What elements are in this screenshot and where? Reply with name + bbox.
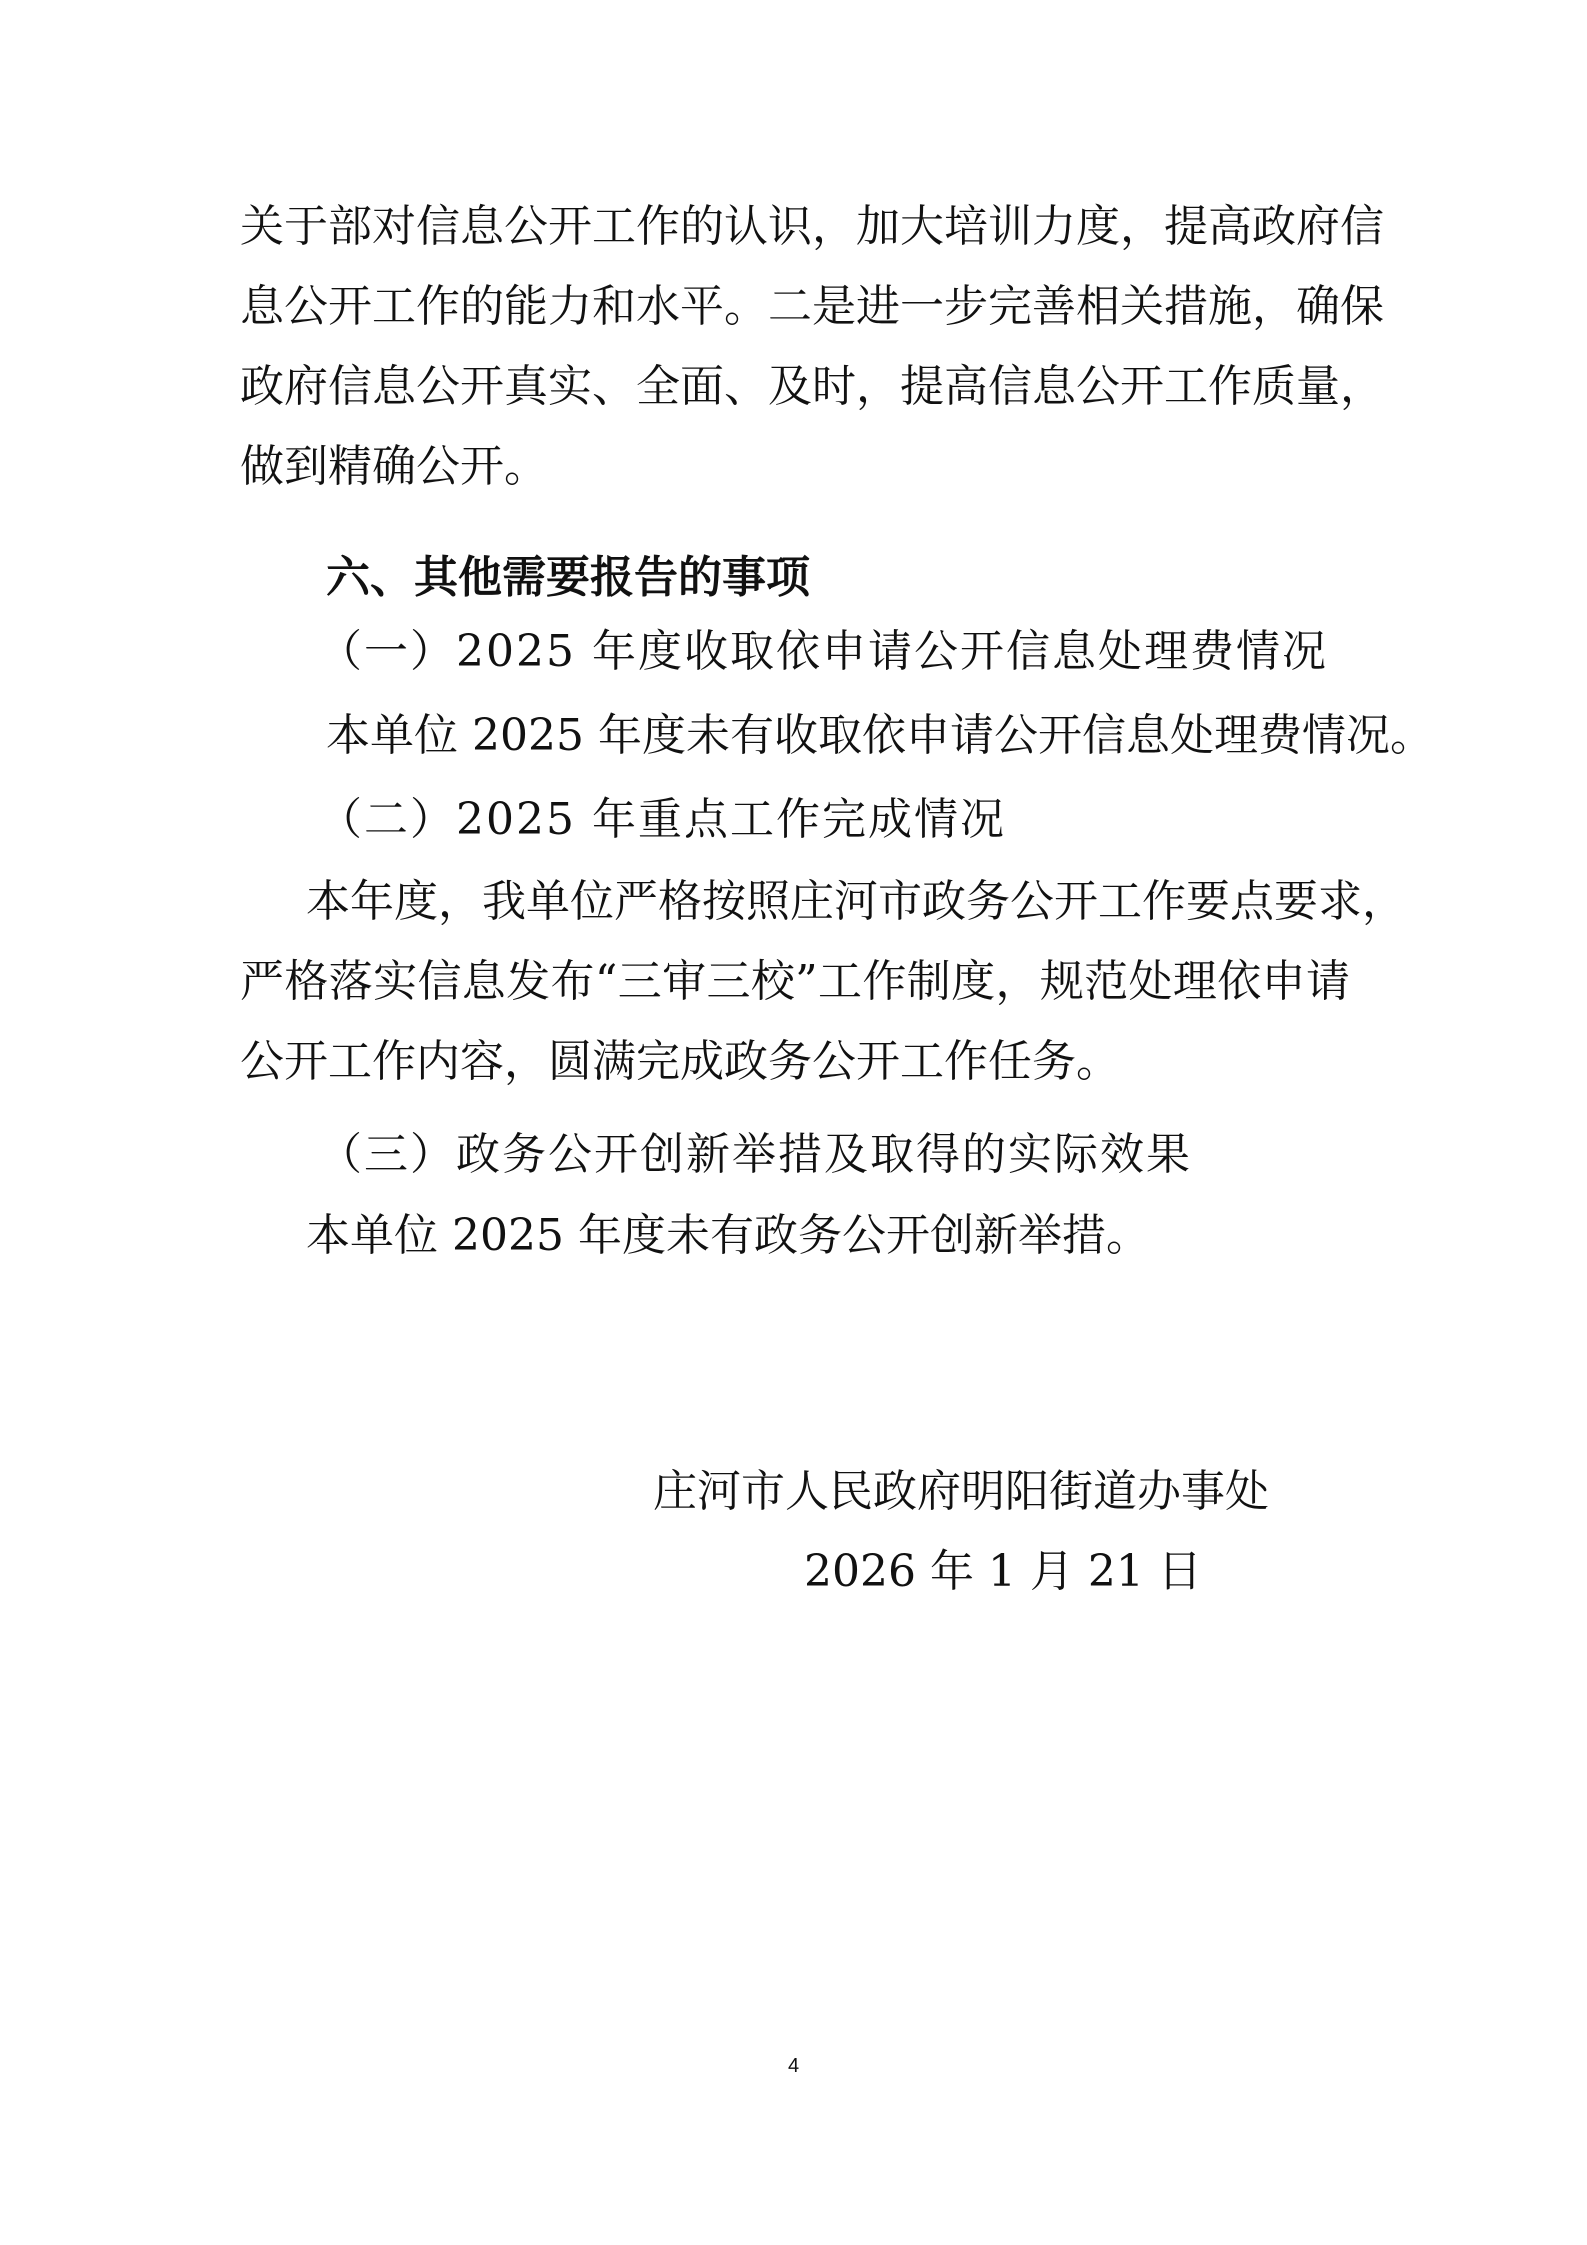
paragraph-line: 关于部对信息公开工作的认识，加大培训力度，提高政府信 xyxy=(240,201,1384,252)
section-heading: 六、其他需要报告的事项 xyxy=(326,552,810,603)
paragraph-line: 公开工作内容，圆满完成政务公开工作任务。 xyxy=(240,1036,1120,1087)
page-number: 4 xyxy=(787,2055,800,2077)
paragraph-line: 严格落实信息发布“三审三校”工作制度，规范处理依申请 xyxy=(240,956,1350,1007)
subsection-title: （一）2025 年度收取依申请公开信息处理费情况 xyxy=(318,626,1328,677)
signature-date: 2026 年 1 月 21 日 xyxy=(804,1546,1202,1597)
subsection-body: 本单位 2025 年度未有政务公开创新举措。 xyxy=(306,1210,1150,1261)
subsection-title: （三）政务公开创新举措及取得的实际效果 xyxy=(318,1129,1192,1180)
subsection-body: 本单位 2025 年度未有收取依申请公开信息处理费情况。 xyxy=(326,710,1434,761)
signature-organization: 庄河市人民政府明阳街道办事处 xyxy=(653,1466,1269,1517)
paragraph-line: 息公开工作的能力和水平。二是进一步完善相关措施，确保 xyxy=(240,281,1384,332)
paragraph-line: 做到精确公开。 xyxy=(240,441,548,492)
subsection-title: （二）2025 年重点工作完成情况 xyxy=(318,794,1006,845)
paragraph-line: 政府信息公开真实、全面、及时，提高信息公开工作质量， xyxy=(240,361,1384,412)
paragraph-line: 本年度，我单位严格按照庄河市政务公开工作要点要求， xyxy=(306,876,1406,927)
